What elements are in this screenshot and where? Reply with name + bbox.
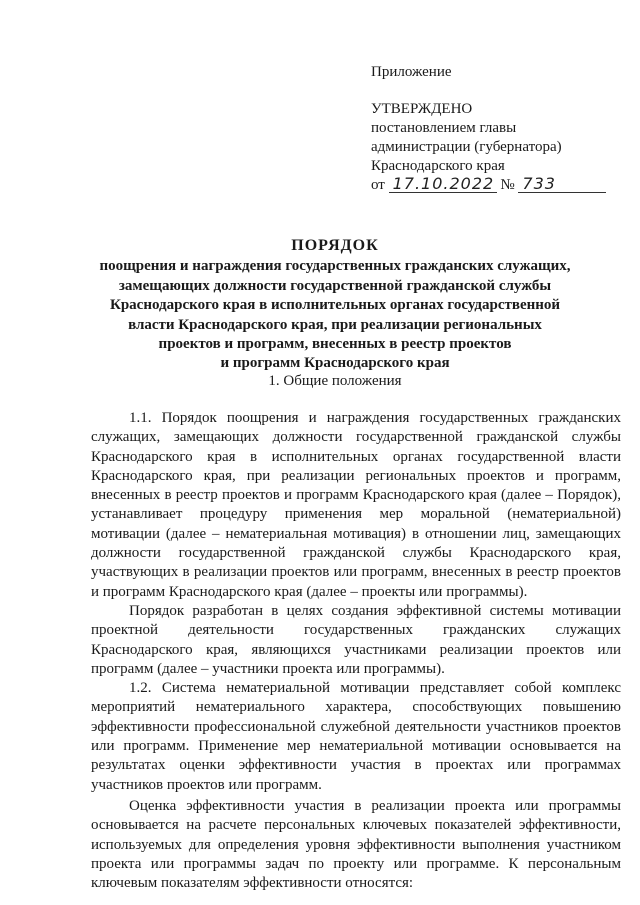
- paragraph: 1.1. Порядок поощрения и награждения государственных гражданских служащих, замещающих должности государственной гражданской службы Краснодарского края в исполнительных органах государственной власти Краснодарского края, при реализации региональных проектов и программ, внесенных в реестр проектов и программ Краснодарского края (далее – Порядок), устанавливает процедуру применения мер моральной (нематериальной) мотивации (далее – нематериальная мотивация) в отношении лиц, замещающих должности государственной гражданской службы Краснодарского края, участвующих в реализации проектов или программ, внесенных в реестр проектов и программ Краснодарского края (далее – проекты или программы).: [91, 410, 621, 600]
- paragraph: Оценка эффективности участия в реализации проекта или программы основывается на расчете персональных ключевых показателей эффективности, используемых для определения уровня эффективности выполнения участником проекта или программы задач по проекту или программе. К персональным ключевым показателям эффективности относятся:: [91, 797, 621, 892]
- title-line: замещающих должности государственной гражданской службы: [118, 277, 552, 294]
- paragraph: 1.2. Система нематериальной мотивации представляет собой комплекс мероприятий нематериального характера, способствующих повышению эффективности профессиональной служебной деятельности участников проектов или программ. Применение мер нематериальной мотивации основывается на результатах оценки эффективности участия в проектах или программах участников проектов или программ.: [91, 680, 621, 793]
- date-number-line: [371, 176, 606, 195]
- title-heading: ПОРЯДОК: [291, 237, 379, 254]
- handwritten-number: 733: [518, 176, 606, 193]
- approval-block: [371, 63, 606, 195]
- from-label: от: [371, 177, 385, 193]
- approval-line-1: постановлением главы: [371, 120, 517, 136]
- appendix-label: Приложение: [371, 64, 452, 80]
- title-line: поощрения и награждения государственных гражданских служащих,: [99, 258, 571, 275]
- body-text: [91, 409, 621, 893]
- title-line: власти Краснодарского края, при реализации региональных: [128, 316, 542, 333]
- handwritten-date: 17.10.2022: [389, 176, 497, 193]
- approval-line-2: администрации (губернатора): [371, 139, 562, 155]
- title-line: и программ Краснодарского края: [220, 355, 450, 372]
- title-line: проектов и программ, внесенных в реестр проектов: [158, 336, 512, 353]
- approved-stamp-text: УТВЕРЖДЕНО: [371, 101, 473, 117]
- title-line: Краснодарского края в исполнительных органах государственной: [109, 297, 561, 314]
- approval-line-3: Краснодарского края: [371, 158, 505, 174]
- number-label: №: [500, 177, 515, 193]
- document-title: [40, 236, 630, 374]
- paragraph: Порядок разработан в целях создания эффективной системы мотивации проектной деятельности государственных гражданских служащих Краснодарского края, являющихся участниками реализации проектов или программ (далее – участники проекта или программы).: [91, 602, 621, 677]
- section-heading: 1. Общие положения: [268, 373, 402, 389]
